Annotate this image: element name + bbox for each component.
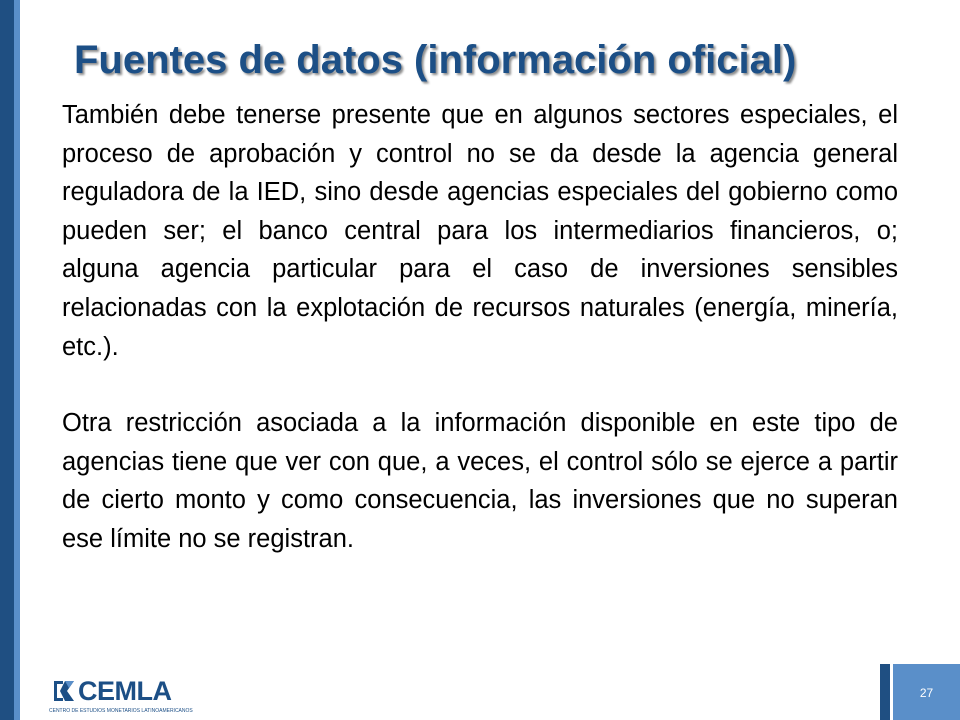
- left-accent-bar-light: [14, 0, 20, 720]
- cemla-logo: [48, 674, 198, 720]
- logo-subtext: CENTRO DE ESTUDIOS MONETARIOS LATINOAMERICANOS: [49, 708, 193, 714]
- body-paragraph-1: También debe tenerse presente que en algunos sectores especiales, el proceso de aprobación y control no se da desde la agencia general reguladora de la IED, sino desde agencias especiales del gobierno como pueden ser; el banco central para los intermediarios financieros, o; alguna agencia particular para el caso de inversiones sensibles relacionadas con la explotación de recursos naturales (energía, minería, etc.).: [62, 101, 898, 361]
- left-accent-bar-dark: [0, 0, 14, 720]
- page-number: 27: [919, 686, 934, 700]
- slide-title: Fuentes de datos (información oficial): [74, 38, 797, 82]
- logo-wordmark: CEMLA: [78, 676, 172, 706]
- page-number-box-accent: [880, 664, 890, 720]
- slide-body: [62, 96, 898, 559]
- cemla-logo-icon: [51, 678, 77, 704]
- body-paragraph-2: Otra restricción asociada a la información disponible en este tipo de agencias tiene que ver con que, a veces, el control sólo se ejerce a partir de cierto monto y como consecuencia, las inversiones que no superan ese límite no se registran.: [62, 409, 898, 553]
